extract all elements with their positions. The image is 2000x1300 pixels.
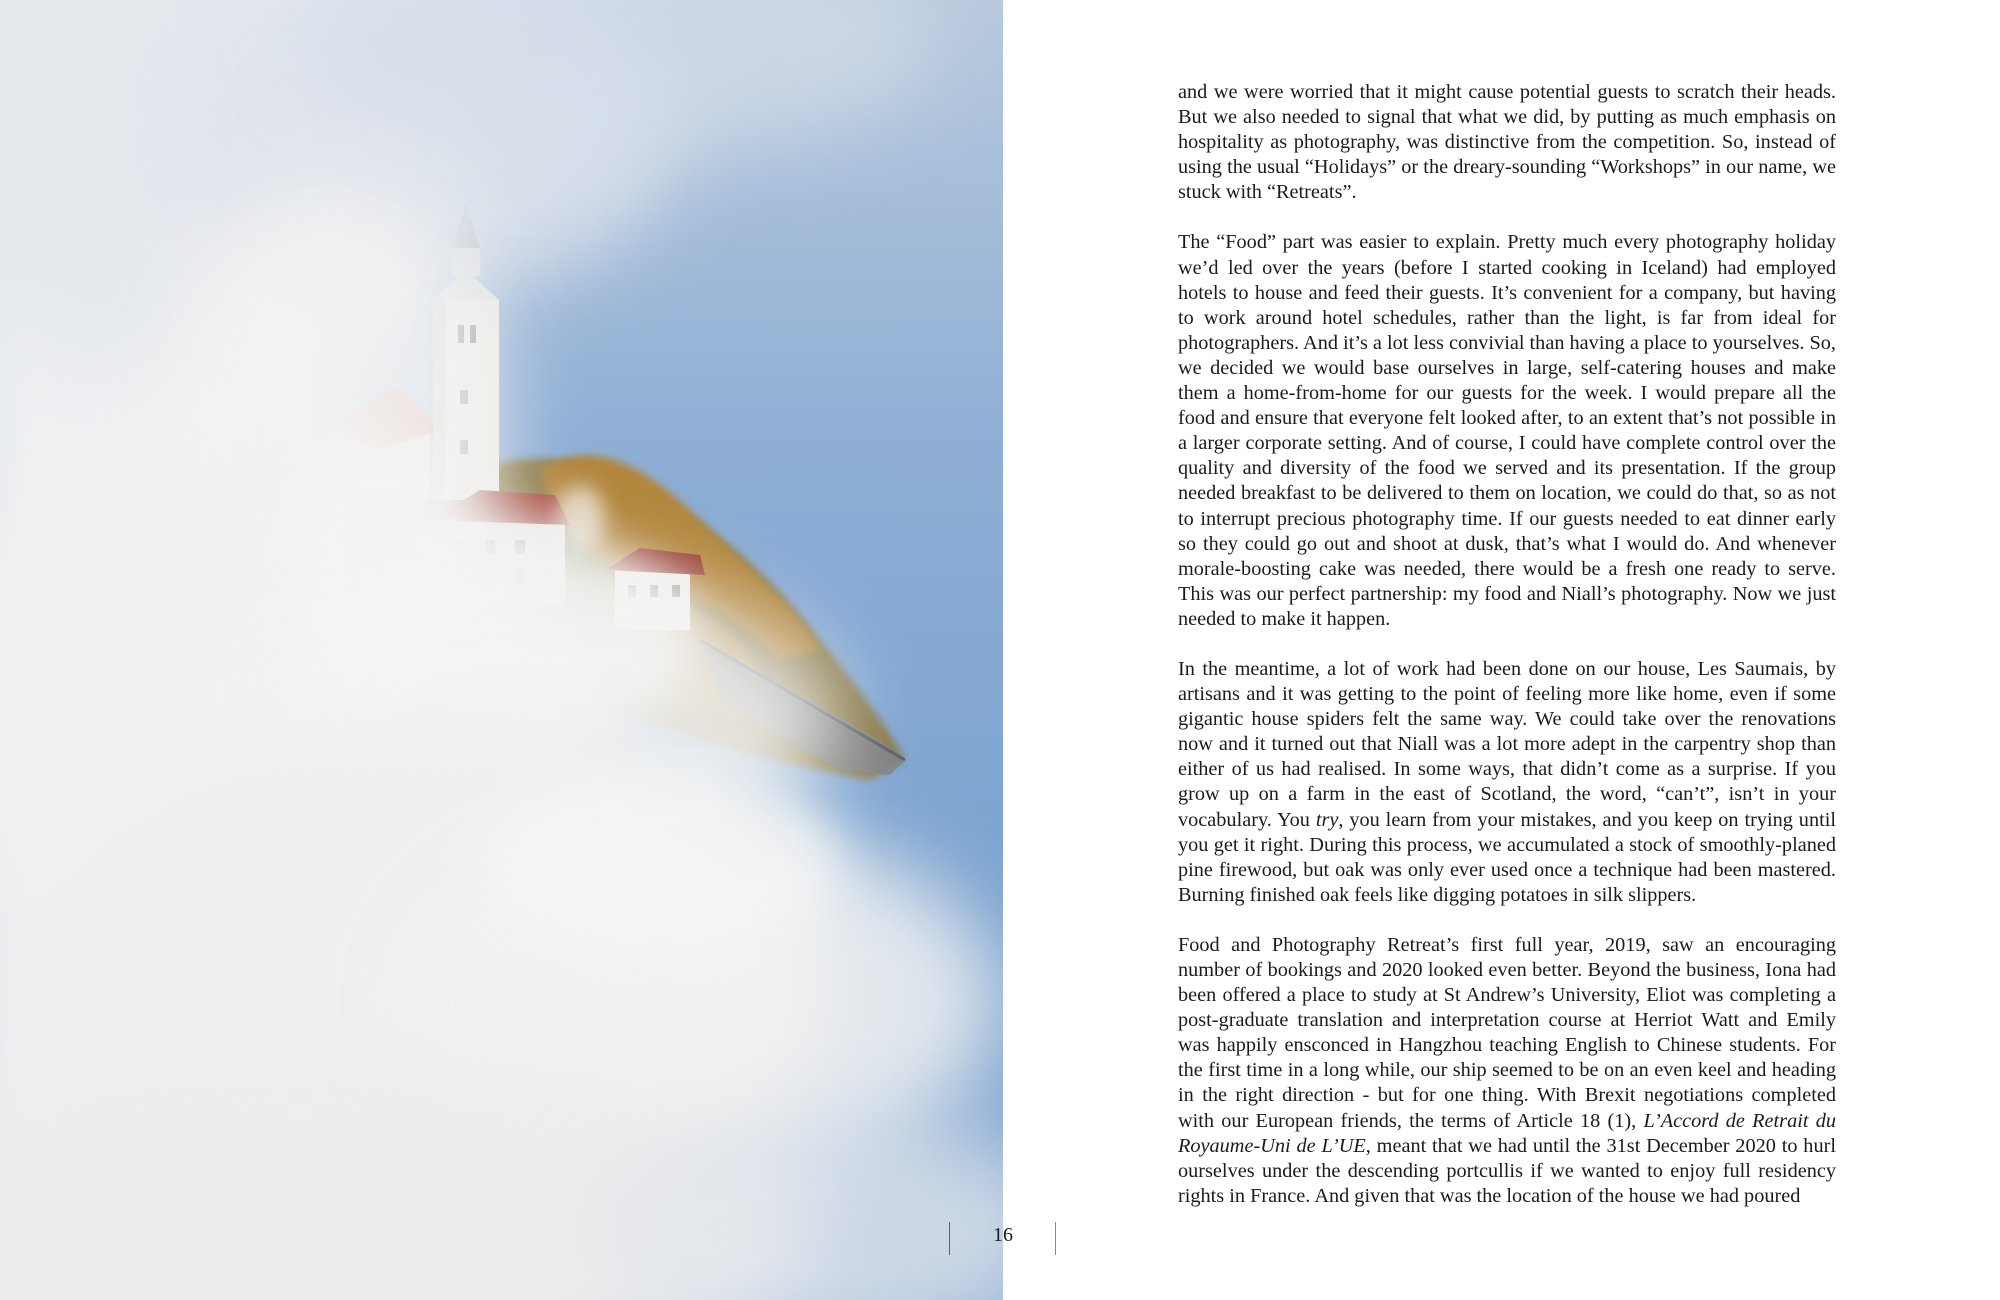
body-paragraph (1178, 230, 1836, 632)
folio-rule-left (949, 1222, 950, 1255)
paragraph-text: and we were worried that it might cause potential guests to scratch their heads. But we also needed to signal that what we did, by putting as much emphasis on hospitality as photography, was distinctive from the competition. So, instead of using the usual “Holidays” or the dreary-sounding “Workshops” in our name, we stuck with “Retreats”. (1178, 81, 1836, 204)
body-paragraph (1178, 80, 1836, 205)
body-paragraph (1178, 933, 1836, 1209)
paragraph-text: , you learn from your mistakes, and you keep on trying until you get it right. During this process, we accumulated a stock of smoothly-planed pine firewood, but oak was only ever used once a technique had been mastered. Burning finished oak feels like digging potatoes in silk slippers. (1178, 808, 1836, 906)
body-paragraph (1178, 657, 1836, 908)
paragraph-text: In the meantime, a lot of work had been done on our house, Les Saumais, by artisans and it was getting to the point of feeling more like home, even if some gigantic house spiders felt the same way. We could take over the renovations now and it turned out that Niall was a lot more adept in the carpentry shop than either of us had realised. In some ways, that didn’t come as a surprise. If you grow up on a farm in the east of Scotland, the word, “can’t”, isn’t in your vocabulary. You (1178, 657, 1836, 831)
italic-text: L’Accord de Retrait du Royaume-Uni de L’UE (1178, 1109, 1836, 1157)
paragraph-text: The “Food” part was easier to explain. Pretty much every photography holiday we’d led over the years (before I started cooking in Iceland) had employed hotels to house and feed their guests. It’s convenient for a company, but having to work around hotel schedules, rather than the light, is far from ideal for photographers. And it’s a lot less convivial than having a place to yourselves. So, we decided we would base ourselves in large, self-catering houses and make them a home-from-home for our guests for the week. I would prepare all the food and ensure that everyone felt looked after, to an extent that’s not possible in a larger corporate setting. And of course, I could have complete control over the quality and diversity of the food we served and its presentation. If the group needed breakfast to be delivered to them on location, we could do that, so as not to interrupt precious photography time. If our guests needed to eat dinner early so they could go out and shoot at dusk, that’s what I would do. And whenever morale-boosting cake was needed, there would be a fresh one ready to serve. This was our perfect partnership: my food and Niall’s photography. Now we just needed to make it happen. (1178, 231, 1836, 630)
paragraph-text: , meant that we had until the 31st December 2020 to hurl ourselves under the descending portcullis if we wanted to enjoy full residency rights in France. And given that was the location of the house we had poured (1178, 1134, 1836, 1207)
page-number: 16 (993, 1224, 1013, 1246)
paragraph-text: Food and Photography Retreat’s first full year, 2019, saw an encouraging number of bookings and 2020 looked even better. Beyond the business, Iona had been offered a place to study at St Andrew’s University, Eliot was completing a post-graduate translation and interpretation course at Herriot Watt and Emily was happily ensconced in Hangzhou teaching English to Chinese students. For the first time in a long while, our ship seemed to be on an even keel and heading in the right direction - but for one thing. With Brexit negotiations completed with our European friends, the terms of Article 18 (1), (1178, 933, 1836, 1132)
folio-rule-right (1055, 1222, 1056, 1255)
body-text (1178, 80, 1836, 1234)
text-page (1003, 0, 2000, 1300)
italic-text: try (1315, 808, 1339, 831)
